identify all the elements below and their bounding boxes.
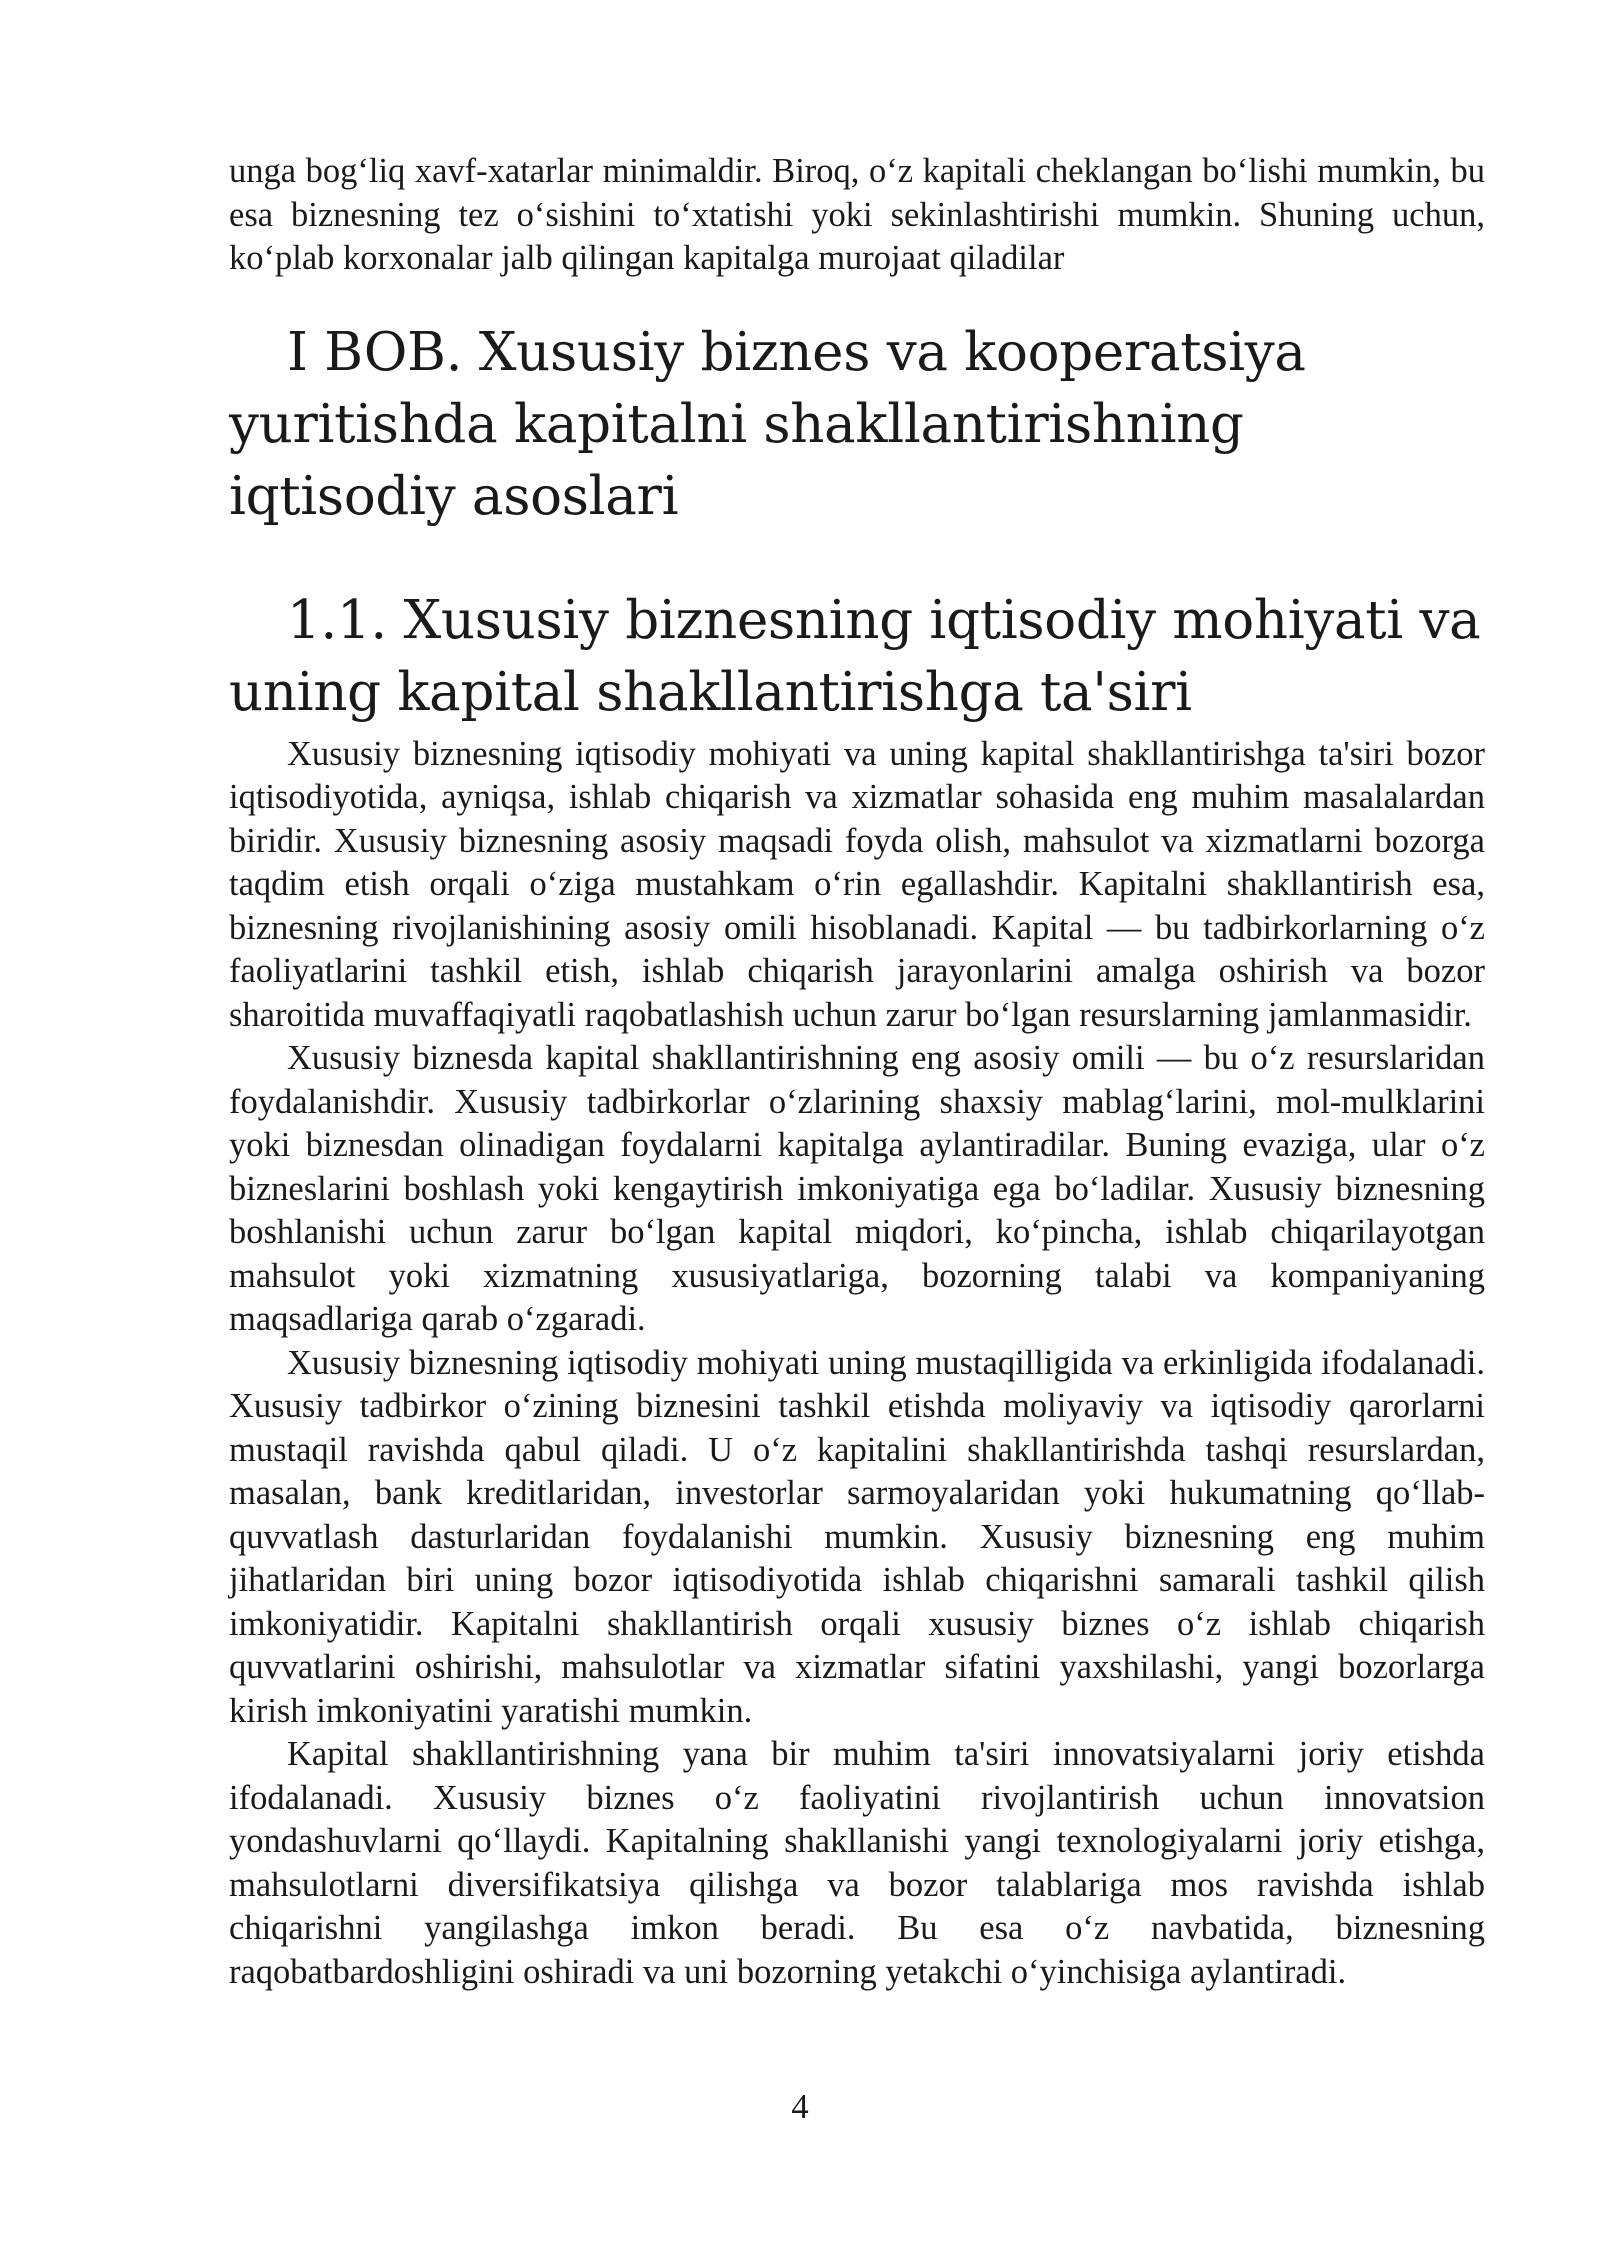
body-paragraph: Xususiy biznesning iqtisodiy mohiyati uning mustaqilligida va erkinligida ifodalanadi. Xususiy tadbirkor o‘zining biznesini tashkil etishda moliyaviy va iqtisodiy qarorlarni mustaqil ravishda qabul qiladi. U o‘z kapitalini shakllantirishda tashqi resurslardan, masalan, bank kreditlaridan, investorlar sarmoyalaridan yoki hukumatning qo‘llab-quvvatlash dasturlaridan foydalanishi mumkin. Xususiy biznesning eng muhim jihatlaridan biri uning bozor iqtisodiyotida ishlab chiqarishni samarali tashkil qilish imkoniyatidir. Kapitalni shakllantirish orqali xususiy biznes o‘z ishlab chiqarish quvvatlarini oshirishi, mahsulotlar va xizmatlar sifatini yaxshilashi, yangi bozorlarga kirish imkoniyatini yaratishi mumkin. [229,1343,1485,1730]
body-paragraph: Xususiy biznesda kapital shakllantirishning eng asosiy omili — bu o‘z resurslaridan foydalanishdir. Xususiy tadbirkorlar o‘zlarining shaxsiy mablag‘larini, mol-mulklarini yoki biznesdan olinadigan foydalarni kapitalga aylantiradilar. Buning evaziga, ular o‘z bizneslarini boshlash yoki kengaytirish imkoniyatiga ega bo‘ladilar. Xususiy biznesning boshlanishi uchun zarur bo‘lgan kapital miqdori, ko‘pincha, ishlab chiqarilayotgan mahsulot yoki xizmatning xususiyatlariga, bozorning talabi va kompaniyaning maqsadlariga qarab o‘zgaradi. [229,1039,1485,1338]
section-heading: 1.1. Xususiy biznesning iqtisodiy mohiyati va uning kapital shakllantirishga ta'siri [229,589,1481,723]
page-number: 4 [791,2088,809,2126]
body-paragraph: Kapital shakllantirishning yana bir muhim ta'siri innovatsiyalarni joriy etishda ifodalanadi. Xususiy biznes o‘z faoliyatini rivojlantirish uchun innovatsion yondashuvlarni qo‘llaydi. Kapitalning shakllanishi yangi texnologiyalarni joriy etishga, mahsulotlarni diversifikatsiya qilishga va bozor talablariga mos ravishda ishlab chiqarishni yangilashga imkon beradi. Bu esa o‘z navbatida, biznesning raqobatbardoshligini oshiradi va uni bozorning yetakchi o‘yinchisiga aylantiradi. [229,1735,1485,1991]
chapter-heading: I BOB. Xususiy biznes va kooperatsiya yuritishda kapitalni shakllantirishning iqtisodiy asoslari [229,321,1306,527]
intro-paragraph: unga bog‘liq xavf-xatarlar minimaldir. Biroq, o‘z kapitali cheklangan bo‘lishi mumkin, bu esa biznesning tez o‘sishini to‘xtatishi yoki sekinlashtirishi mumkin. Shuning uchun, ko‘plab korxonalar jalb qilingan kapitalga murojaat qiladilar [229,152,1485,277]
body-paragraph: Xususiy biznesning iqtisodiy mohiyati va uning kapital shakllantirishga ta'siri bozor iqtisodiyotida, ayniqsa, ishlab chiqarish va xizmatlar sohasida eng muhim masalalardan biridir. Xususiy biznesning asosiy maqsadi foyda olish, mahsulot va xizmatlarni bozorga taqdim etish orqali o‘ziga mustahkam o‘rin egallashdir. Kapitalni shakllantirish esa, biznesning rivojlanishining asosiy omili hisoblanadi. Kapital — bu tadbirkorlarning o‘z faoliyatlarini tashkil etish, ishlab chiqarish jarayonlarini amalga oshirish va bozor sharoitida muvaffaqiyatli raqobatlashish uchun zarur bo‘lgan resurslarning jamlanmasidir. [229,734,1485,1034]
document-page [229,150,1485,1994]
